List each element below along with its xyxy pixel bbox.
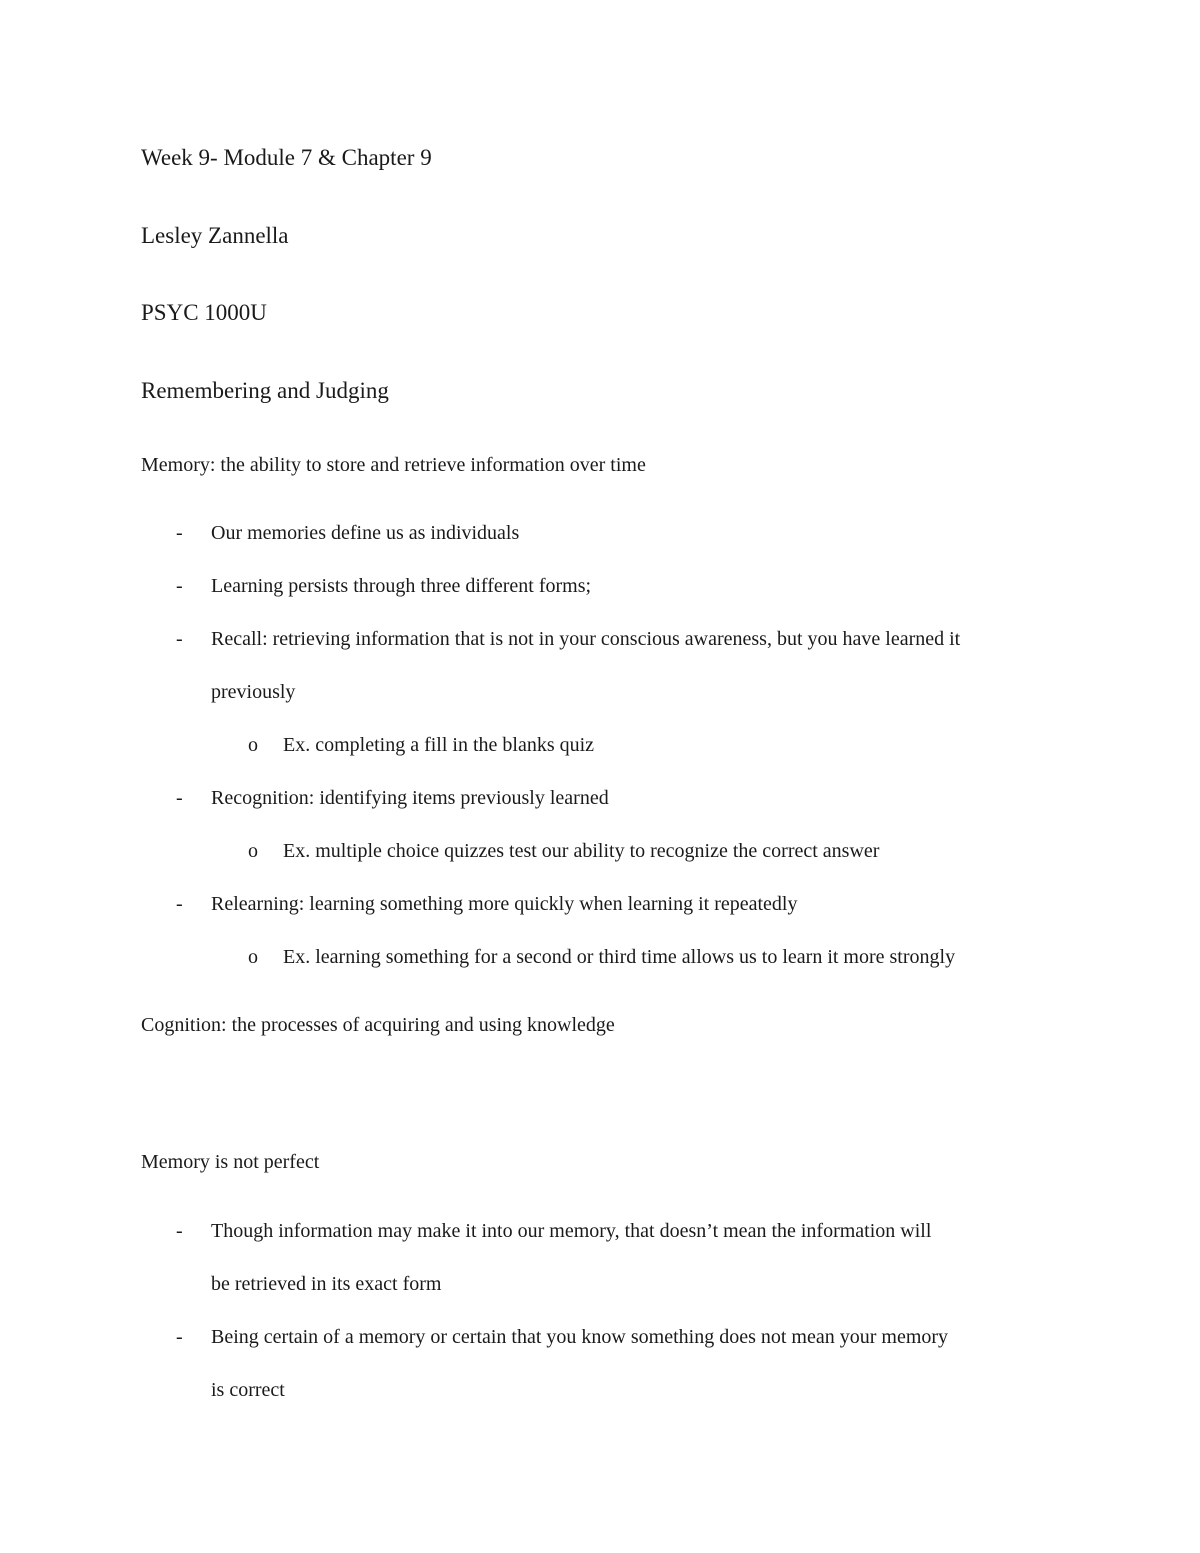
sub-list-item: Ex. learning something for a second or third time allows us to learn it more strongly [283,946,956,968]
author-name: Lesley Zannella [141,223,289,248]
course-code: PSYC 1000U [141,300,267,325]
list-item-continuation: be retrieved in its exact form [211,1273,442,1295]
list-item: Our memories define us as individuals [211,522,520,544]
dash-bullet: - [176,787,183,809]
list-item: Though information may make it into our memory, that doesn’t mean the information will [211,1220,932,1242]
list-item: Being certain of a memory or certain that you know something does not mean your memory [211,1326,949,1348]
memory-definition: Memory: the ability to store and retrieve information over time [141,454,646,476]
list-item: Recognition: identifying items previously learned [211,787,609,809]
list-item: Recall: retrieving information that is not in your conscious awareness, but you have learned it [211,628,961,650]
section-title-memory-not-perfect: Memory is not perfect [141,1151,320,1173]
week-title: Week 9- Module 7 & Chapter 9 [141,145,432,170]
cognition-definition: Cognition: the processes of acquiring and using knowledge [141,1014,615,1036]
list-item: Learning persists through three different forms; [211,575,592,597]
circle-bullet: o [248,840,258,862]
list-item: Relearning: learning something more quickly when learning it repeatedly [211,893,798,915]
dash-bullet: - [176,1220,183,1242]
circle-bullet: o [248,946,258,968]
sub-list-item: Ex. completing a fill in the blanks quiz [283,734,595,756]
dash-bullet: - [176,522,183,544]
sub-list-item: Ex. multiple choice quizzes test our ability to recognize the correct answer [283,840,880,862]
list-item-continuation: is correct [211,1379,285,1401]
list-item-continuation: previously [211,681,296,703]
dash-bullet: - [176,893,183,915]
dash-bullet: - [176,575,183,597]
topic-title: Remembering and Judging [141,378,389,403]
dash-bullet: - [176,1326,183,1348]
dash-bullet: - [176,628,183,650]
circle-bullet: o [248,734,258,756]
